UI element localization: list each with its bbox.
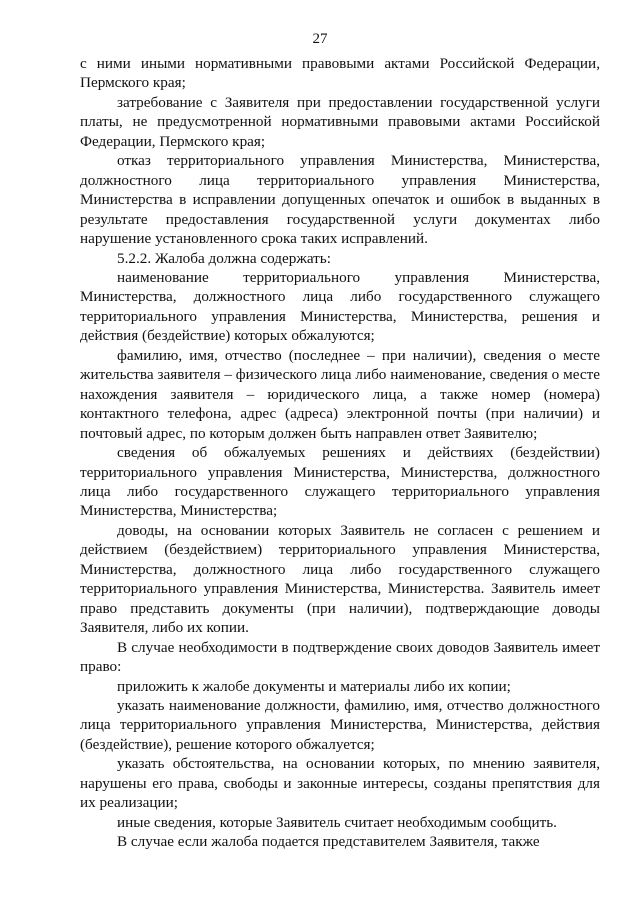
- paragraph: В случае если жалоба подается представителем Заявителя, также: [117, 833, 540, 851]
- paragraph: затребование с Заявителя при предоставлении государственной услуги платы, не предусмотренной нормативными правовыми актами Российской Федерации, Пермского края;: [80, 93, 600, 150]
- paragraph: доводы, на основании которых Заявитель не согласен с решением и действием (бездействием) территориального управления Министерства, Министерства, должностного лица либо государственного служащего территориального управления Министерства, Министерства. Заявитель имеет право представить документы (при наличии), подтверждающие доводы Заявителя, либо их копии.: [80, 521, 600, 637]
- paragraph: 5.2.2. Жалоба должна содержать:: [117, 249, 331, 267]
- paragraph: указать наименование должности, фамилию, имя, отчество должностного лица территориального управления Министерства, Министерства, действия (бездействие), решение которого обжалуется;: [80, 696, 600, 753]
- document-body: [80, 54, 600, 852]
- paragraph: В случае необходимости в подтверждение своих доводов Заявитель имеет право:: [80, 638, 600, 676]
- paragraph: фамилию, имя, отчество (последнее – при наличии), сведения о месте жительства заявителя – физического лица либо наименование, сведения о месте нахождения заявителя – юридического лица, а также номер (номера) контактного телефона, адрес (адреса) электронной почты (при наличии) и почтовый адрес, по которым должен быть направлен ответ Заявителю;: [80, 346, 600, 442]
- paragraph: приложить к жалобе документы и материалы либо их копии;: [117, 677, 511, 695]
- paragraph: иные сведения, которые Заявитель считает необходимым сообщить.: [117, 813, 557, 831]
- paragraph: с ними иными нормативными правовыми актами Российской Федерации, Пермского края;: [80, 55, 600, 92]
- paragraph: сведения об обжалуемых решениях и действиях (бездействии) территориального управления Министерства, Министерства, должностного лица либо государственного служащего территориального управления Министерства, Министерства;: [80, 444, 600, 520]
- paragraph: наименование территориального управления Министерства, Министерства, должностного лица либо государственного служащего территориального управления Министерства, Министерства, решения и действия (бездействие) которых обжалуются;: [80, 268, 600, 345]
- paragraph: отказ территориального управления Министерства, Министерства, должностного лица территориального управления Министерства, Министерства в исправлении допущенных опечаток и ошибок в выданных в результате предоставления государственной услуги документах либо нарушение установленного срока таких исправлений.: [80, 152, 600, 248]
- page-number: 27: [312, 31, 328, 47]
- paragraph: указать обстоятельства, на основании которых, по мнению заявителя, нарушены его права, свободы и законные интересы, созданы препятствия для их реализации;: [80, 755, 600, 812]
